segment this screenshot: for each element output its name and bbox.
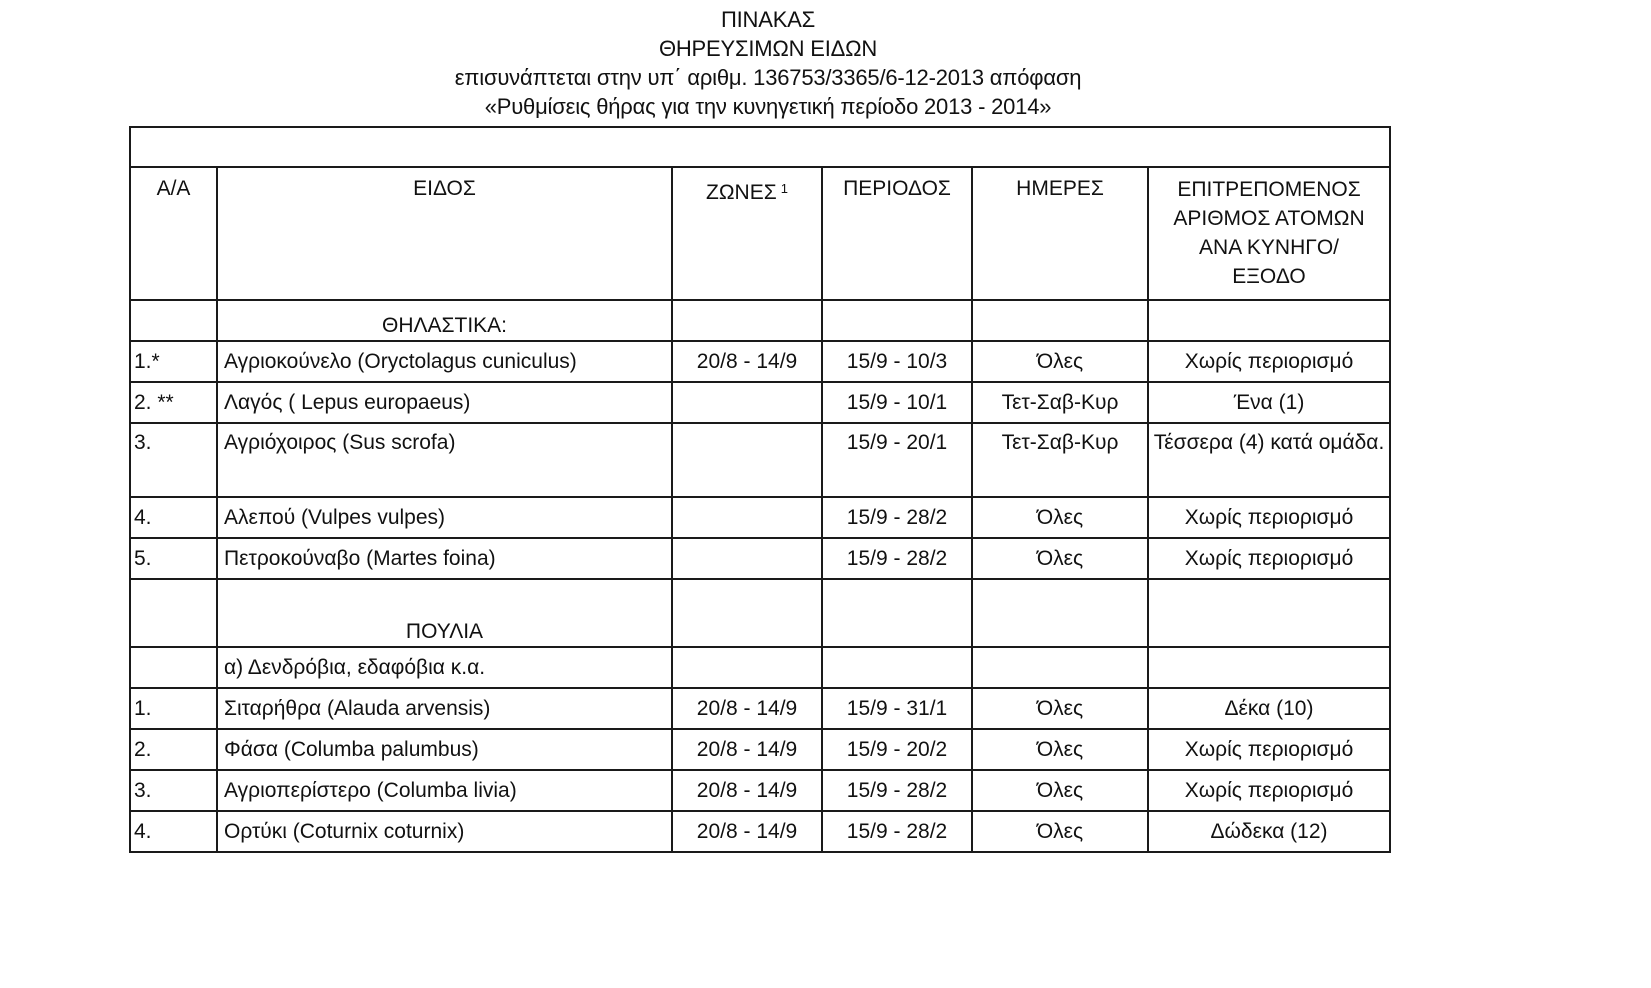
- blank-cell: [1148, 300, 1390, 341]
- game-species-table: [129, 126, 1391, 853]
- section-label-mammals: ΘΗΛΑΣΤΙΚΑ:: [217, 300, 672, 341]
- cell-species: Λαγός ( Lepus europaeus): [217, 382, 672, 423]
- header-allowed-line: ΑΝΑ ΚΥΝΗΓΟ/: [1199, 236, 1339, 259]
- cell-aa: 2.: [130, 729, 217, 770]
- blank-cell: [130, 579, 217, 647]
- blank-cell: [130, 647, 217, 688]
- header-zones: [672, 167, 822, 300]
- cell-period: 15/9 - 28/2: [822, 770, 972, 811]
- subsection-label-birds: α) Δενδρόβια, εδαφόβια κ.α.: [217, 647, 672, 688]
- table-row: [130, 341, 1390, 382]
- table-row: [130, 770, 1390, 811]
- blank-cell: [822, 300, 972, 341]
- cell-days: Όλες: [972, 688, 1148, 729]
- cell-species: Φάσα (Columba palumbus): [217, 729, 672, 770]
- blank-cell: [1148, 579, 1390, 647]
- cell-species: Αλεπού (Vulpes vulpes): [217, 497, 672, 538]
- blank-cell: [672, 647, 822, 688]
- header-allowed-line: ΑΡΙΘΜΟΣ ΑΤΟΜΩΝ: [1173, 207, 1365, 230]
- table-row: [130, 688, 1390, 729]
- cell-days: Τετ-Σαβ-Κυρ: [972, 382, 1148, 423]
- header-aa: Α/Α: [130, 167, 217, 300]
- cell-days: Όλες: [972, 538, 1148, 579]
- subsection-row-birds: [130, 647, 1390, 688]
- blank-cell: [130, 300, 217, 341]
- cell-allowed: Τέσσερα (4) κατά ομάδα.: [1148, 423, 1390, 497]
- blank-cell: [672, 579, 822, 647]
- cell-species: Σιταρήθρα (Alauda arvensis): [217, 688, 672, 729]
- cell-period: 15/9 - 31/1: [822, 688, 972, 729]
- header-days: ΗΜΕΡΕΣ: [972, 167, 1148, 300]
- heading-subtitle: ΘΗΡΕΥΣΙΜΩΝ ΕΙΔΩΝ: [658, 36, 878, 61]
- cell-allowed: Χωρίς περιορισμό: [1148, 729, 1390, 770]
- cell-period: 15/9 - 28/2: [822, 497, 972, 538]
- cell-zones: 20/8 - 14/9: [672, 341, 822, 382]
- cell-allowed: Δώδεκα (12): [1148, 811, 1390, 852]
- cell-zones: 20/8 - 14/9: [672, 811, 822, 852]
- cell-days: Τετ-Σαβ-Κυρ: [972, 423, 1148, 497]
- table-row: [130, 497, 1390, 538]
- cell-period: 15/9 - 20/1: [822, 423, 972, 497]
- blank-cell: [822, 647, 972, 688]
- cell-allowed: Ένα (1): [1148, 382, 1390, 423]
- cell-allowed: Χωρίς περιορισμό: [1148, 341, 1390, 382]
- cell-period: 15/9 - 10/3: [822, 341, 972, 382]
- cell-species: Αγριοπερίστερο (Columba livia): [217, 770, 672, 811]
- header-allowed-number: [1148, 167, 1390, 300]
- cell-aa: 5.: [130, 538, 217, 579]
- table-row: [130, 538, 1390, 579]
- cell-species: Πετροκούναβο (Martes foina): [217, 538, 672, 579]
- cell-aa: 3.: [130, 423, 217, 497]
- heading-regulation-title: «Ρυθμίσεις θήρας για την κυνηγετική περίοδο 2013 - 2014»: [484, 94, 1052, 119]
- table-row: [130, 423, 1390, 497]
- blank-cell: [972, 300, 1148, 341]
- cell-days: Όλες: [972, 497, 1148, 538]
- cell-aa: 4.: [130, 811, 217, 852]
- cell-aa: 3.: [130, 770, 217, 811]
- cell-aa: 1.*: [130, 341, 217, 382]
- heading-title: ΠΙΝΑΚΑΣ: [720, 7, 816, 32]
- cell-period: 15/9 - 28/2: [822, 538, 972, 579]
- cell-zones: 20/8 - 14/9: [672, 770, 822, 811]
- blank-cell: [822, 579, 972, 647]
- table-header-row: [130, 167, 1390, 300]
- header-period: ΠΕΡΙΟΔΟΣ: [822, 167, 972, 300]
- header-allowed-line: ΕΞΟΔΟ: [1232, 265, 1306, 288]
- cell-species: Αγριόχοιρος (Sus scrofa): [217, 423, 672, 497]
- cell-days: Όλες: [972, 770, 1148, 811]
- header-zones-label: ΖΩΝΕΣ: [706, 181, 777, 204]
- header-species: ΕΙΔΟΣ: [217, 167, 672, 300]
- cell-allowed: Χωρίς περιορισμό: [1148, 538, 1390, 579]
- cell-species: Αγριοκούνελο (Oryctolagus cuniculus): [217, 341, 672, 382]
- cell-allowed: Δέκα (10): [1148, 688, 1390, 729]
- section-row-mammals: [130, 300, 1390, 341]
- table-row: [130, 811, 1390, 852]
- cell-zones: [672, 497, 822, 538]
- cell-species: Ορτύκι (Coturnix coturnix): [217, 811, 672, 852]
- cell-period: 15/9 - 10/1: [822, 382, 972, 423]
- cell-period: 15/9 - 20/2: [822, 729, 972, 770]
- heading-decision-reference: επισυνάπτεται στην υπ΄ αριθμ. 136753/3365/6-12-2013 απόφαση: [454, 65, 1082, 90]
- header-zones-footnote: 1: [780, 181, 788, 196]
- cell-aa: 2. **: [130, 382, 217, 423]
- cell-period: 15/9 - 28/2: [822, 811, 972, 852]
- cell-days: Όλες: [972, 729, 1148, 770]
- table-top-blank-row: [130, 127, 1390, 167]
- cell-zones: [672, 538, 822, 579]
- blank-cell: [130, 127, 1390, 167]
- cell-allowed: Χωρίς περιορισμό: [1148, 770, 1390, 811]
- blank-cell: [972, 579, 1148, 647]
- section-label-birds: ΠΟΥΛΙΑ: [217, 579, 672, 647]
- cell-zones: [672, 423, 822, 497]
- document-heading: [0, 5, 1536, 121]
- table-row: [130, 382, 1390, 423]
- table-row: [130, 729, 1390, 770]
- blank-cell: [1148, 647, 1390, 688]
- cell-allowed: Χωρίς περιορισμό: [1148, 497, 1390, 538]
- cell-zones: [672, 382, 822, 423]
- cell-zones: 20/8 - 14/9: [672, 729, 822, 770]
- cell-aa: 1.: [130, 688, 217, 729]
- cell-zones: 20/8 - 14/9: [672, 688, 822, 729]
- cell-aa: 4.: [130, 497, 217, 538]
- cell-days: Όλες: [972, 341, 1148, 382]
- header-allowed-line: ΕΠΙΤΡΕΠΟΜΕΝΟΣ: [1177, 178, 1361, 201]
- blank-cell: [972, 647, 1148, 688]
- cell-days: Όλες: [972, 811, 1148, 852]
- section-row-birds: [130, 579, 1390, 647]
- blank-cell: [672, 300, 822, 341]
